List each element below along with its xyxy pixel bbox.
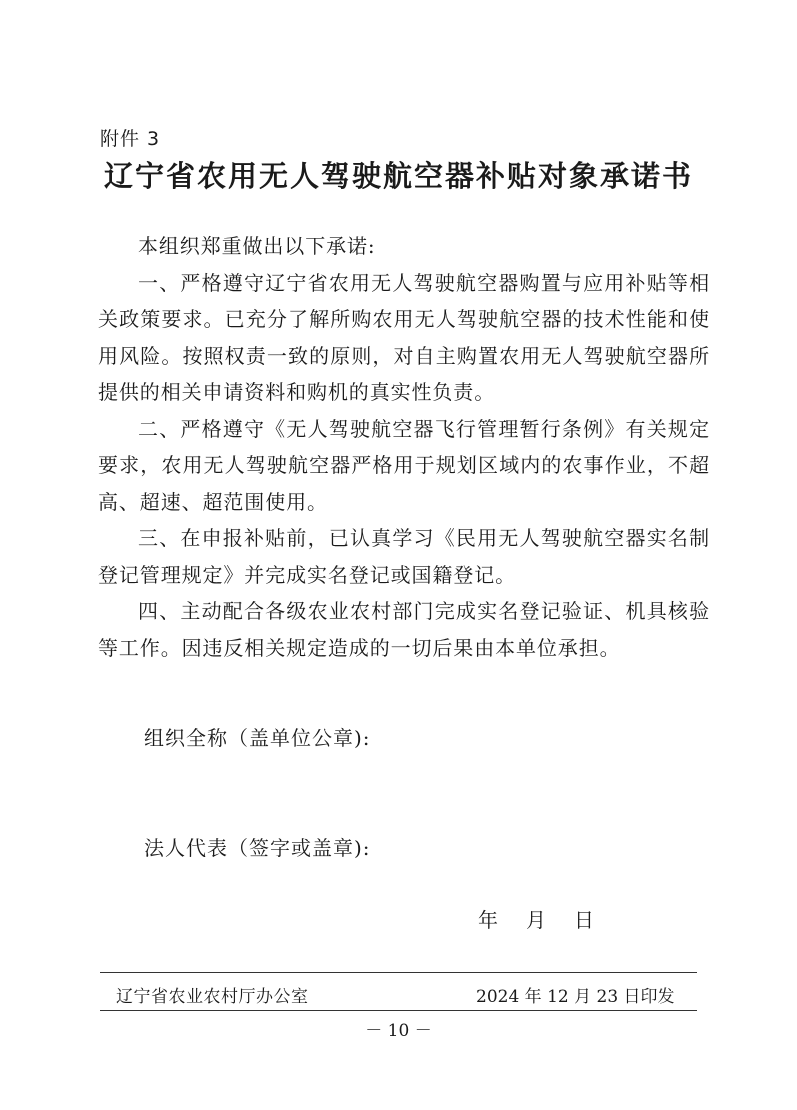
organization-name-label: 组织全称（盖单位公章): [144, 726, 371, 750]
attachment-label: 附件 3 [100, 128, 161, 150]
footer-issue-date: 2024 年 12 月 23 日印发 [476, 987, 675, 1007]
footer-issuer: 辽宁省农业农村厅办公室 [116, 987, 309, 1007]
commitment-paragraph-3: 三、在申报补贴前，已认真学习《民用无人驾驶航空器实名制登记管理规定》并完成实名登记或国籍登记。 [98, 526, 710, 587]
date-day: 日 [574, 908, 594, 932]
footer-divider-top [100, 972, 697, 973]
page-number: － 10 － [365, 1021, 432, 1041]
intro-paragraph: 本组织郑重做出以下承诺: [138, 234, 376, 258]
commitment-paragraph-1: 一、严格遵守辽宁省农用无人驾驶航空器购置与应用补贴等相关政策要求。已充分了解所购农用无人驾驶航空器的技术性能和使用风险。按照权责一致的原则，对自主购置农用无人驾驶航空器所提供的相关申请资料和购机的真实性负责。 [98, 270, 710, 404]
commitment-paragraph-4: 四、主动配合各级农业农村部门完成实名登记验证、机具核验等工作。因违反相关规定造成的一切后果由本单位承担。 [98, 599, 710, 660]
date-line [478, 904, 622, 933]
legal-representative-label: 法人代表（签字或盖章): [144, 836, 371, 860]
footer-divider-bottom [100, 1010, 697, 1011]
commitment-paragraph-2: 二、严格遵守《无人驾驶航空器飞行管理暂行条例》有关规定要求，农用无人驾驶航空器严格用于规划区域内的农事作业，不超高、超速、超范围使用。 [98, 416, 710, 514]
date-month: 月 [526, 908, 546, 932]
document-body [98, 228, 710, 666]
document-title: 辽宁省农用无人驾驶航空器补贴对象承诺书 [103, 159, 693, 193]
date-year: 年 [478, 908, 498, 932]
